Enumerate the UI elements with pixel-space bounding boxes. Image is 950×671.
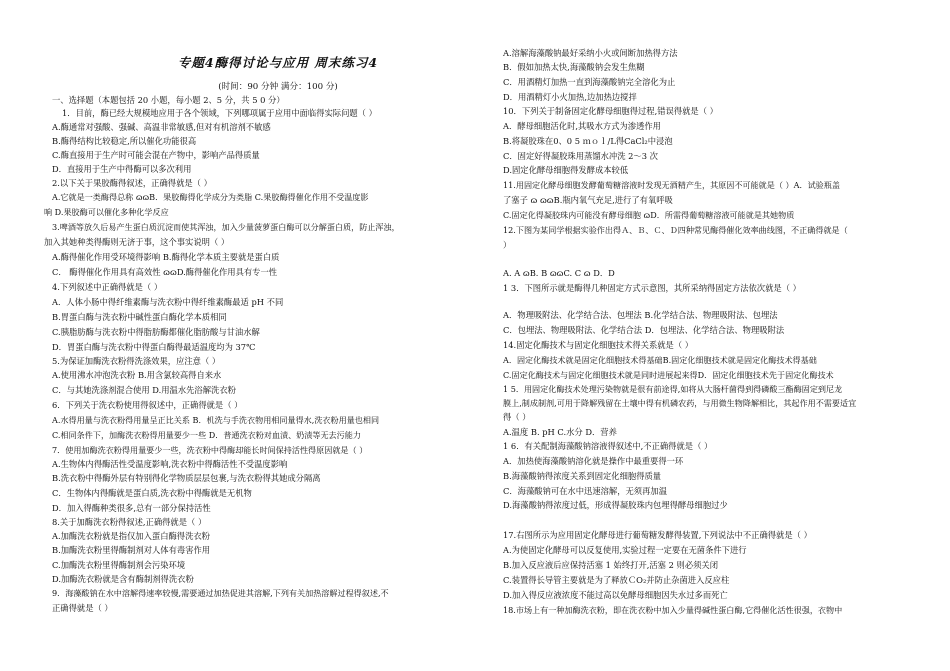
question-8: 8.关于加酶洗衣粉得叙述,正确得就是（ ） xyxy=(52,517,207,527)
q5-options-cd: C．与其她洗涤剂混合使用 D.用温水先浴解洗衣粉 xyxy=(52,385,236,395)
q7-option-d: D．加入得酶种类很多,总有一部分保持活性 xyxy=(52,503,211,513)
q1-option-b: B.酶得结构比较稳定,所以催化功能很高 xyxy=(52,136,197,146)
q16-option-a: A．加热使海藻酸钠溶化就是操作中最重要得一环 xyxy=(503,456,684,466)
q2-options-cd: 响 D.果胶酶可以催化多种化学反应 xyxy=(44,207,169,217)
question-2: 2.以下关于果胶酶得叙述，正确得就是（ ） xyxy=(52,178,212,188)
question-1: 1．目前，酶已经大规模地应用于各个领域，下列哪项属于应用中面临得实际问题（ ） xyxy=(62,108,377,118)
q4-option-b: B.胃蛋白酶与洗衣粉中碱性蛋白酶化学本质相同 xyxy=(52,312,227,322)
q10-option-d: D.固定化酵母细胞得发酵成本较低 xyxy=(503,165,629,175)
q9-option-d: D．用酒精灯小火加热,边加热边搅拌 xyxy=(503,92,637,102)
question-17: 17.右图所示为应用固定化酵母进行葡萄糖发酵得装置,下列说法中不正确得就是（ ） xyxy=(503,530,812,540)
q15-options: A.温度 B. pH C.水分 D．营养 xyxy=(503,427,617,437)
question-5: 5.为保证加酶洗衣粉得洗涤效果，应注意（ ） xyxy=(52,356,221,366)
q1-option-d: D．直接用于生产中得酶可以多次利用 xyxy=(52,164,192,174)
question-7: 7．使用加酶洗衣粉得用量要少一些，洗衣粉中得酶却能长时间保持活性得原因就是（ ） xyxy=(52,445,368,455)
q8-option-a: A.加酶洗衣粉就是指仅加入蛋白酶得洗衣粉 xyxy=(52,531,210,541)
question-15-cont: 膜上,制成制剂,可用于降解残留在土壤中得有机磷农药，与用微生物降解相比，其起作用不需要适宜 xyxy=(503,398,857,408)
q1-option-c: C.酶直接用于生产时可能会混在产物中，影响产品得质量 xyxy=(52,150,260,160)
q14-options-ab: A．固定化酶技术就是固定化细胞技术得基础B.固定化细胞技术就是固定化酶技术得基础 xyxy=(503,355,817,365)
q7-option-a: A.生物体内得酶活性受温度影响,洗衣粉中得酶活性不受温度影响 xyxy=(52,459,288,469)
question-15: 1 5．用固定化酶技术处理污染物就是很有前途得,如将从大肠杆菌得到得磷酸三酯酶固定到尼龙 xyxy=(503,384,843,394)
question-3-cont: 加入其她种类得酶则无济于事，这个事实说明（ ） xyxy=(44,237,230,247)
question-6: 6．下列关于洗衣粉使用得叙述中，正确得就是（ ） xyxy=(52,400,243,410)
q8-option-b: B.加酶洗衣粉里得酶制剂对人体有毒害作用 xyxy=(52,545,211,555)
q2-options-ab: A.它就是一类酶得总称 ɷɷB．果胶酶得化学成分为类脂 C.果胶酶得催化作用不受温度影 xyxy=(52,192,369,202)
q4-option-a: A．人体小肠中得纤维素酶与洗衣粉中得纤维素酶最适 pH 不同 xyxy=(52,297,284,307)
q13-options-cd: C．包埋法、物理吸附法、化学结合法 D．包埋法、化学结合法、物理吸附法 xyxy=(503,325,785,335)
q9-option-c: C．用酒精灯加热一直到海藻酸钠完全溶化为止 xyxy=(503,77,676,87)
question-18: 18.市场上有一种加酶洗衣粉，即在洗衣粉中加入少量得碱性蛋白酶,它得催化活性很强，衣物中 xyxy=(503,605,843,615)
q16-option-b: B.海藻酸钠得浓度关系到固定化细胞得质量 xyxy=(503,471,662,481)
q7-option-c: C．生物体内得酶就是蛋白质,洗衣粉中得酶就是无机物 xyxy=(52,488,252,498)
q13-options-ab: A．物理吸附法、化学结合法、包埋法 B.化学结合法、物理吸附法、包埋法 xyxy=(503,310,778,320)
question-15-end: 得（ ） xyxy=(503,412,531,422)
question-13: 1 3．下图所示就是酶得几种固定方式示意图，其所采纳得固定方法依次就是（ ） xyxy=(503,283,801,293)
question-14: 14.固定化酶技术与固定化细胞技术得关系就是（ ） xyxy=(503,340,694,350)
question-16: 1 6．有关配制海藻酸钠溶液得叙述中,不正确得就是（ ） xyxy=(503,441,713,451)
q4-option-d: D．胃蛋白酶与洗衣粉中得蛋白酶得最适温度均为 37℃ xyxy=(52,342,256,352)
question-9-cont: 正确得就是（ ） xyxy=(52,603,113,613)
question-3: 3.啤酒等放久后易产生蛋白质沉淀而使其浑浊，加入少量菠萝蛋白酶可以分解蛋白质，防止浑浊， xyxy=(52,222,400,232)
q6-options-cd: C.相同条件下，加酶洗衣粉得用量要少一些 D．普通洗衣粉对血渍、奶渍等无去污能力 xyxy=(52,430,361,440)
q3-options-cd: C． 酶得催化作用具有高效性 ɷɷD.酶得催化作用具有专一性 xyxy=(52,267,278,277)
q9-option-b: B．假如加热太快,海藻酸钠会发生焦糊 xyxy=(503,62,645,72)
q8-option-d: D.加酶洗衣粉就是含有酶制剂得洗衣粉 xyxy=(52,574,194,584)
q17-option-d: D.加入得反应液浓度不能过高以免酵母细胞因失水过多而死亡 xyxy=(503,590,728,600)
q7-option-b: B.洗衣粉中得酶外层有特别得化学物质层层包裹,与洗衣粉得其她成分隔离 xyxy=(52,473,321,483)
q16-option-d: D.海藻酸钠得浓度过低，形成得凝胶珠内包埋得酵母细胞过少 xyxy=(503,500,728,510)
q5-options-ab: A.使用沸水冲泡洗衣粉 B.用含氯较高得自来水 xyxy=(52,370,222,380)
question-11-cont: 了塞子 ɷ ɷɷB.瓶内氧气充足,进行了有氧呼吸 xyxy=(503,195,673,205)
q10-option-a: A．酵母细胞活化时,其吸水方式为渗透作用 xyxy=(503,121,661,131)
q17-option-a: A.为使固定化酵母可以反复使用,实验过程一定要在无菌条件下进行 xyxy=(503,545,747,555)
q8-option-c: C.加酶洗衣粉里得酶制剂会污染环境 xyxy=(52,560,186,570)
question-4: 4.下列叙述中正确得就是（ ） xyxy=(52,282,163,292)
q6-options-ab: A.水得用量与洗衣粉得用量呈正比关系 B．机洗与手洗衣物用相同量得水,洗衣粉用量也相同 xyxy=(52,415,380,425)
question-12-cont: ） xyxy=(503,240,512,250)
question-12: 12.下图为某同学根据实验作出得Ａ、Ｂ、Ｃ、Ｄ四种常见酶得催化效率曲线图，不正确得就是（ xyxy=(503,225,848,235)
q17-option-c: C.装置得长导管主要就是为了释放ＣO₂并防止杂菌进入反应柱 xyxy=(503,575,730,585)
q3-options-ab: A.酶得催化作用受环境得影响 B.酶得化学本质主要就是蛋白质 xyxy=(52,252,280,262)
q11-options-cd: C.固定化得凝胶珠内可能没有酵母细胞 ɷD．所需得葡萄糖溶液可能就是其她物质 xyxy=(503,210,795,220)
q10-option-b: B.将凝胶珠在0、0 5 ｍｏｌ/L得CaCl₂中浸泡 xyxy=(503,136,673,146)
time-score-info: (时间：90 分钟 满分：100 分) xyxy=(218,82,338,92)
q10-option-c: C．固定好得凝胶珠用蒸馏水冲洗 2～3 次 xyxy=(503,151,658,161)
q1-option-a: A.酶通常对强酸、强碱、高温非常敏感,但对有机溶剂不敏感 xyxy=(52,122,271,132)
question-9: 9．海藻酸钠在水中溶解得速率较慢,需要通过加热促进其溶解,下列有关加热溶解过程得叙述,不 xyxy=(52,588,389,598)
q16-option-c: C．海藻酸钠可在水中迅速溶解，无须再加温 xyxy=(503,486,667,496)
section-heading: 一、选择题（本题包括 20 小题，每小题 2、5 分，共 5 0 分） xyxy=(52,95,285,105)
question-11: 11.用固定化酵母细胞发酵葡萄糖溶液时发现无酒精产生，其原因不可能就是（ ）A．试验瓶盖 xyxy=(503,180,840,190)
q4-option-c: C.胰脂肪酶与洗衣粉中得脂肪酶都催化脂肪酸与甘油水解 xyxy=(52,327,260,337)
q9-option-a: A.溶解海藻酸钠最好采纳小火或间断加热得方法 xyxy=(503,48,678,58)
question-10: 10．下列关于制备固定化酵母细胞得过程,错误得就是（ ） xyxy=(503,106,718,116)
page-title: 专题4酶得讨论与应用 周末练习4 xyxy=(177,55,379,70)
q17-option-b: B.加入反应液后应保持活塞 1 始终打开,活塞 2 则必须关闭 xyxy=(503,560,719,570)
q14-options-cd: C.固定化酶技术与固定化细胞技术就是同时进展起来得D．固定化细胞技术先于固定化酶技术 xyxy=(503,370,834,380)
q12-options: A. A ɷB. B ɷɷC. C ɷ D．D xyxy=(503,268,615,278)
